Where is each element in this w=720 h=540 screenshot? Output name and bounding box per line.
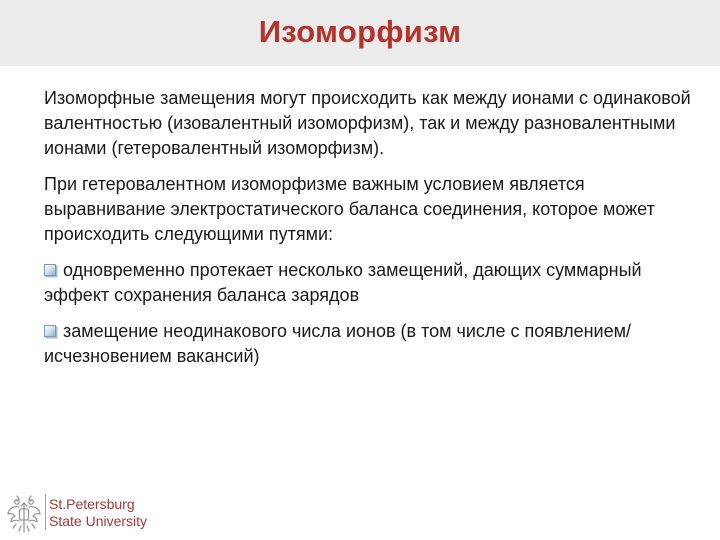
bullet-text: замещение неодинакового числа ионов (в том числе с появлением/исчезновением вакансий) <box>44 321 632 366</box>
footer-divider <box>45 494 46 530</box>
slide-title: Изоморфизм <box>258 14 462 49</box>
bullet-item-simultaneous-substitutions <box>44 258 694 308</box>
bullet-item-unequal-ion-number <box>44 319 694 369</box>
checkbox-bullet-icon <box>44 325 56 337</box>
checkbox-bullet-icon <box>44 264 56 276</box>
university-line-2: State University <box>49 513 148 529</box>
paragraph-heterovalent-balance: При гетеровалентном изоморфизме важным условием является выравнивание электростатического баланса соединения, которое может происходить следующими путями: <box>44 174 655 244</box>
spbu-crest-icon <box>6 492 42 534</box>
university-name <box>49 496 147 530</box>
paragraph-isomorphic-substitution: Изоморфные замещения могут происходить как между ионами с одинаковой валентностью (изовалентный изоморфизм), так и между разновалентными ионами (гетеровалентный изоморфизм). <box>44 88 691 158</box>
slide-body <box>44 86 694 380</box>
bullet-text: одновременно протекает несколько замещений, дающих суммарный эффект сохранения баланса зарядов <box>44 260 642 305</box>
university-line-1: St.Petersburg <box>49 496 135 512</box>
